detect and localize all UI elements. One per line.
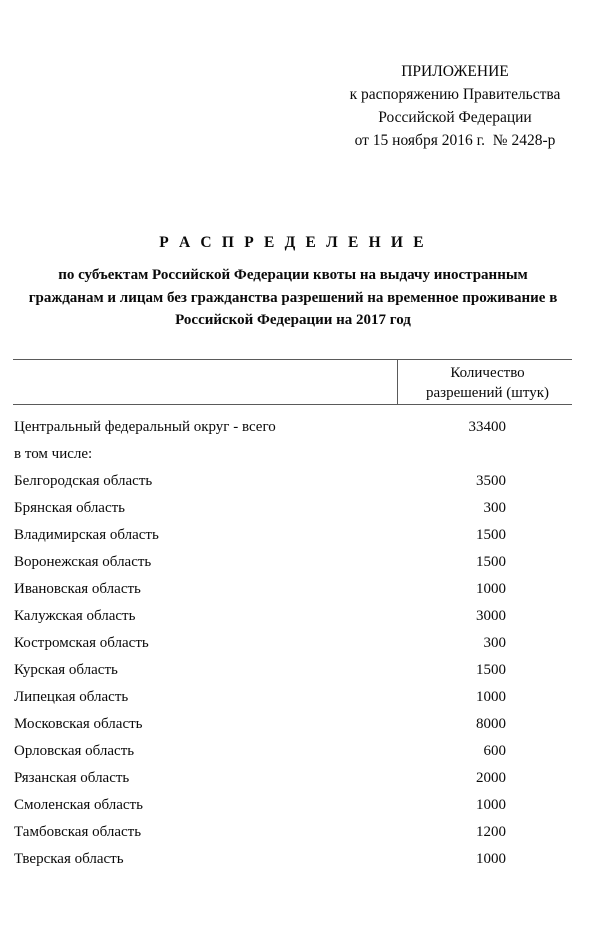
permit-count: 1000 bbox=[476, 797, 506, 813]
table-body bbox=[13, 405, 572, 878]
region-name: Белгородская область bbox=[14, 473, 153, 489]
table-row bbox=[13, 419, 572, 446]
appendix-reference-block bbox=[330, 60, 580, 152]
permit-count: 33400 bbox=[468, 419, 506, 435]
appendix-order-line-1: к распоряжению Правительства bbox=[349, 86, 561, 103]
region-name: Костромская область bbox=[14, 635, 149, 651]
table-row bbox=[13, 500, 572, 527]
region-name: Владимирская область bbox=[14, 527, 159, 543]
table-row bbox=[13, 554, 572, 581]
table-row bbox=[13, 716, 572, 743]
region-name: Смоленская область bbox=[14, 797, 143, 813]
permit-count: 300 bbox=[483, 500, 506, 516]
table-row bbox=[13, 824, 572, 851]
permit-count: 1000 bbox=[476, 689, 506, 705]
permit-count: 3500 bbox=[476, 473, 506, 489]
quota-table bbox=[13, 359, 572, 878]
table-row bbox=[13, 770, 572, 797]
permit-count: 1000 bbox=[476, 581, 506, 597]
region-name: Воронежская область bbox=[14, 554, 152, 570]
region-name: Калужская область bbox=[14, 608, 136, 624]
table-column-divider bbox=[397, 360, 398, 404]
table-row bbox=[13, 527, 572, 554]
table-row bbox=[13, 473, 572, 500]
permit-count: 1500 bbox=[476, 554, 506, 570]
table-row bbox=[13, 662, 572, 689]
region-name: в том числе: bbox=[14, 446, 93, 462]
permit-count: 3000 bbox=[476, 608, 506, 624]
table-row bbox=[13, 581, 572, 608]
region-name: Центральный федеральный округ - всего bbox=[14, 419, 276, 435]
page-title: Р А С П Р Е Д Е Л Е Н И Е bbox=[159, 234, 427, 251]
region-name: Липецкая область bbox=[14, 689, 129, 705]
appendix-order-date-number: от 15 ноября 2016 г. № 2428-р bbox=[354, 132, 556, 149]
permit-count: 300 bbox=[483, 635, 506, 651]
permit-count: 1500 bbox=[476, 527, 506, 543]
table-row bbox=[13, 608, 572, 635]
appendix-label: ПРИЛОЖЕНИЕ bbox=[401, 63, 509, 80]
permit-count: 600 bbox=[483, 743, 506, 759]
region-name: Курская область bbox=[14, 662, 118, 678]
table-row bbox=[13, 689, 572, 716]
table-row bbox=[13, 797, 572, 824]
table-row bbox=[13, 446, 572, 473]
region-name: Тамбовская область bbox=[14, 824, 142, 840]
region-name: Московская область bbox=[14, 716, 143, 732]
page-subtitle: по субъектам Российской Федерации квоты на выдачу иностранным гражданам и лицам без гражданства разрешений на временное проживание в Российской Федерации на 2017 год bbox=[28, 267, 558, 328]
table-row bbox=[13, 851, 572, 878]
permit-count: 2000 bbox=[476, 770, 506, 786]
permit-count: 1500 bbox=[476, 662, 506, 678]
region-name: Орловская область bbox=[14, 743, 135, 759]
region-name: Тверская область bbox=[14, 851, 124, 867]
permit-count: 1000 bbox=[476, 851, 506, 867]
table-row bbox=[13, 635, 572, 662]
title-block bbox=[13, 234, 573, 332]
region-name: Брянская область bbox=[14, 500, 126, 516]
table-header-row bbox=[13, 360, 572, 404]
table-row bbox=[13, 743, 572, 770]
permit-count: 1200 bbox=[476, 824, 506, 840]
permit-count: 8000 bbox=[476, 716, 506, 732]
column-header-amount: Количество разрешений (штук) bbox=[426, 365, 549, 401]
region-name: Рязанская область bbox=[14, 770, 130, 786]
region-name: Ивановская область bbox=[14, 581, 141, 597]
appendix-order-line-2: Российской Федерации bbox=[378, 109, 532, 126]
